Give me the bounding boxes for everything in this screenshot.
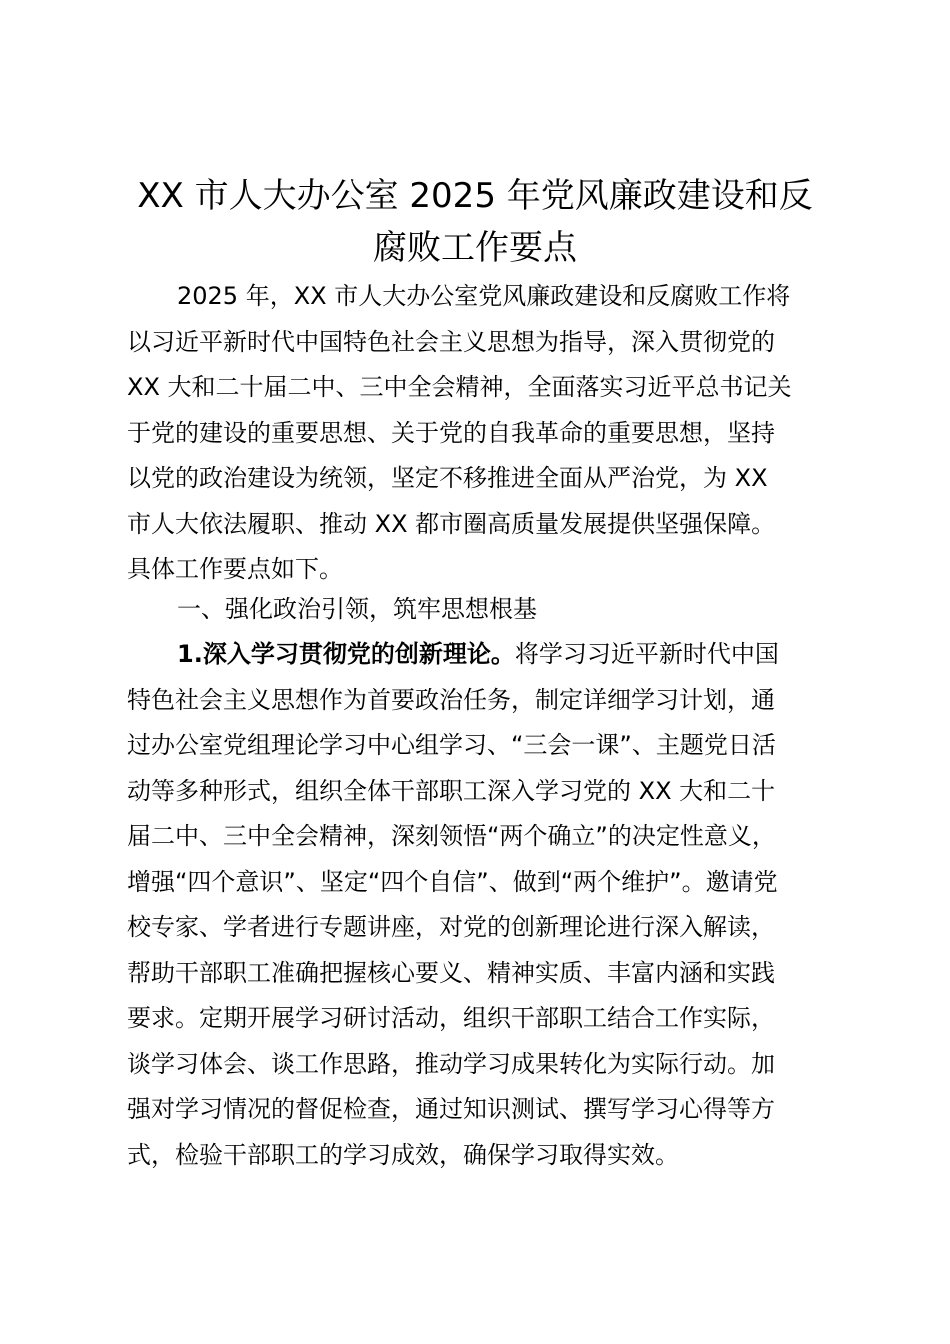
item-paragraph [127,632,830,1178]
paragraph-line: 帮助干部职工准确把握核心要义、精神实质、丰富内涵和实践 [127,958,775,987]
paragraph-line: 谈学习体会、谈工作思路，推动学习成果转化为实际行动。加 [127,1049,775,1078]
paragraph-line: 特色社会主义思想作为首要政治任务，制定详细学习计划，通 [127,685,775,714]
paragraph-line: 以习近平新时代中国特色社会主义思想为指导，深入贯彻党的 [127,327,775,356]
intro-paragraph [127,274,830,593]
paragraph-line: 以党的政治建设为统领，坚定不移推进全面从严治党，为 XX [127,464,768,492]
paragraph-line: 校专家、学者进行专题讲座，对党的创新理论进行深入解读， [127,913,775,941]
paragraph-line: 2025 年，XX 市人大办公室党风廉政建设和反腐败工作将 [177,282,791,310]
document-title [100,170,850,274]
paragraph-line: 强对学习情况的督促检查，通过知识测试、撰写学习心得等方 [127,1095,775,1123]
paragraph-line: 式，检验干部职工的学习成效，确保学习取得实效。 [127,1140,679,1169]
paragraph-line: 于党的建设的重要思想、关于党的自我革命的重要思想，坚持 [127,418,775,447]
title-line: XX 市人大办公室 2025 年党风廉政建设和反 [137,176,813,216]
paragraph-line: 具体工作要点如下。 [127,555,343,583]
section-heading-text: 一、强化政治引领，筑牢思想根基 [177,595,537,623]
paragraph-line: 过办公室党组理论学习中心组学习、“三会一课”、主题党日活 [127,731,776,759]
item-lead: 1.深入学习贯彻党的创新理论。 [177,640,515,668]
paragraph-line: 市人大依法履职、推动 XX 都市圈高质量发展提供坚强保障。 [127,509,776,538]
paragraph-line: XX 大和二十届二中、三中全会精神，全面落实习近平总书记关 [127,373,792,401]
paragraph-line [127,632,830,678]
paragraph-line: 届二中、三中全会精神，深刻领悟“两个确立”的决定性意义， [127,822,776,850]
paragraph-line: 要求。定期开展学习研讨活动，组织干部职工结合工作实际， [127,1004,775,1032]
paragraph-line: 增强“四个意识”、坚定“四个自信”、做到“两个维护”。邀请党 [127,867,778,896]
paragraph-line: 动等多种形式，组织全体干部职工深入学习党的 XX 大和二十 [127,776,776,805]
section-heading [127,587,830,633]
title-line: 腐败工作要点 [373,228,577,268]
item-lead-rest: 将学习习近平新时代中国 [514,640,779,668]
